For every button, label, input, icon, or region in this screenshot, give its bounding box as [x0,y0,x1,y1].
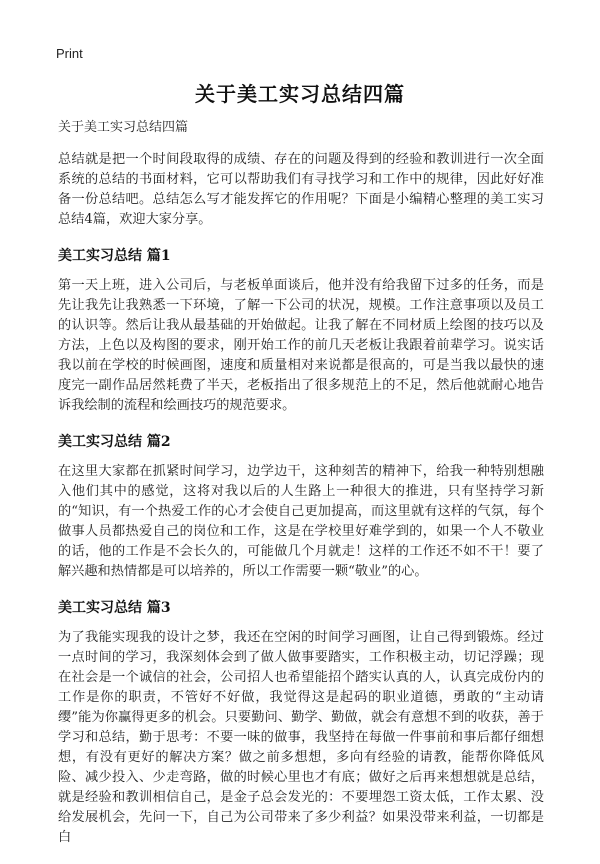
article-subtitle: 关于美工实习总结四篇 [58,120,189,135]
section-heading-3: 美工实习总结 篇3 [58,600,171,616]
section-heading-2: 美工实习总结 篇2 [58,434,171,450]
article-body [58,118,544,864]
intro-paragraph: 总结就是把一个时间段取得的成绩、存在的问题及得到的经验和教训进行一次全面系统的总结的书面材料，它可以帮助我们有寻找学习和工作中的规律，因此好好准备一份总结吧。总结怎么写才能发挥它的作用呢？下面是小编精心整理的美工实习总结4篇，欢迎大家分享。 [58,152,544,227]
section-body-1: 第一天上班，进入公司后，与老板单面谈后，他并没有给我留下过多的任务，而是先让我先让我熟悉一下环境，了解一下公司的状况，规模。工作注意事项以及员工的认识等。然后让我从最基础的开始做起。让我了解在不同材质上绘图的技巧以及方法，上色以及构图的要求，刚开始工作的前几天老板让我跟着前辈学习。说实话我以前在学校的时候画图，速度和质量相对来说都是很高的，可是当我以最快的速度完一副作品居然耗费了半天，老板指出了很多规范上的不足，然后他就耐心地告诉我绘制的流程和绘画技巧的规范要求。 [58,278,544,413]
print-link[interactable]: Print [56,46,83,61]
page-title: 关于美工实习总结四篇 [195,82,405,106]
section-body-3: 为了我能实现我的设计之梦，我还在空闲的时间学习画图，让自己得到锻炼。经过一点时间的学习，我深刻体会到了做人做事要踏实，工作积极主动，切记浮躁；现在社会是一个诚信的社会，公司招人也希望能招个踏实认真的人，认真完成份内的工作是你的职责，不管好不好做，我觉得这是起码的职业道德，勇敢的“主动请缨”能为你赢得更多的机会。只要勤问、勤学、勤做，就会有意想不到的收获，善于学习和总结，勤于思考：不要一味的做事，我坚持在每做一件事前和事后都仔细想想，有没有更好的解决方案？做之前多想想，多向有经验的请教，能帮你降低风险、减少投入、少走弯路，做的时候心里也才有底；做好之后再来想想就是总结，就是经验和教训相信自己，是金子总会发光的：不要埋怨工资太低，工作太累、没给发展机会，先问一下，自己为公司带来了多少利益？如果没带来利益，一切都是白 [58,630,544,845]
section-body-2: 在这里大家都在抓紧时间学习，边学边干，这种刻苦的精神下，给我一种特别想融入他们其中的感觉，这将对我以后的人生路上一种很大的推进，只有坚持学习新的“知识，有一个热爱工作的心才会使自己更加提高，而这里就有这样的气氛，每个做事人员都热爱自己的岗位和工作，这是在学校里好难学到的，如果一个人不敬业的话，他的工作是不会长久的，可能做几个月就走！这样的工作还不如不干！要了解兴趣和热情都是可以培养的，所以工作需要一颗“敬业”的心。 [58,464,544,579]
section-heading-1: 美工实习总结 篇1 [58,248,171,264]
